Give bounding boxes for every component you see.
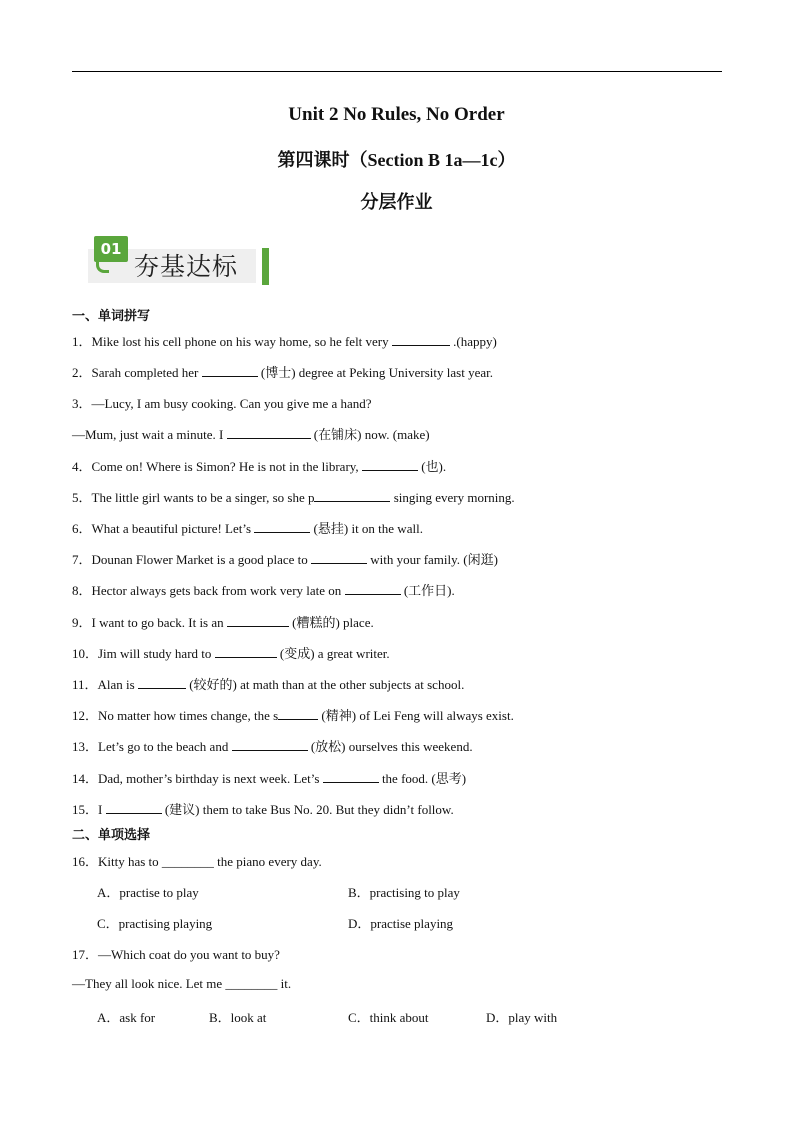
section-badge xyxy=(84,231,274,287)
badge-number: 01 xyxy=(94,236,128,262)
option-17-d[interactable]: D．play with xyxy=(486,1010,558,1025)
question-12: 12．No matter how times change, the s (精神) of Lei Feng will always exist. xyxy=(72,708,514,723)
answer-blank[interactable] xyxy=(323,770,379,783)
answer-blank[interactable] xyxy=(227,614,289,627)
answer-blank[interactable] xyxy=(232,738,308,751)
option-17-b[interactable]: B．look at xyxy=(209,1010,267,1025)
option-16-b[interactable]: B．practising to play xyxy=(348,885,460,900)
question-15: 15．I (建议) them to take Bus No. 20. But they didn’t follow. xyxy=(72,802,454,817)
answer-blank[interactable] xyxy=(202,364,258,377)
question-13: 13．Let’s go to the beach and (放松) ourselves this weekend. xyxy=(72,739,473,754)
question-8: 8．Hector always gets back from work very late on (工作日). xyxy=(72,583,455,598)
question-10: 10．Jim will study hard to (变成) a great writer. xyxy=(72,646,390,661)
question-14: 14．Dad, mother’s birthday is next week. Let’s the food. (思考) xyxy=(72,771,467,786)
answer-blank[interactable] xyxy=(106,801,162,814)
question-6: 6．What a beautiful picture! Let’s (悬挂) it on the wall. xyxy=(72,521,423,536)
answer-blank[interactable] xyxy=(345,582,401,595)
answer-blank[interactable] xyxy=(392,333,450,346)
option-17-a[interactable]: A．ask for xyxy=(97,1010,156,1025)
lesson-subtitle: 第四课时（Section B 1a—1c） xyxy=(277,150,516,170)
section-heading-choice: 二、单项选择 xyxy=(72,828,151,843)
section-heading-spelling: 一、单词拼写 xyxy=(72,309,151,324)
answer-blank[interactable] xyxy=(314,489,390,502)
answer-blank[interactable] xyxy=(311,551,367,564)
question-11: 11．Alan is (较好的) at math than at the other subjects at school. xyxy=(72,677,465,692)
answer-blank[interactable] xyxy=(227,426,311,439)
answer-blank[interactable] xyxy=(278,707,318,720)
question-17: 17．—Which coat do you want to buy? xyxy=(72,947,280,962)
question-3: 3．—Lucy, I am busy cooking. Can you give me a hand? xyxy=(72,396,372,411)
option-17-c[interactable]: C．think about xyxy=(348,1010,429,1025)
question-5: 5．The little girl wants to be a singer, so she p singing every morning. xyxy=(72,490,515,505)
option-16-d[interactable]: D．practise playing xyxy=(348,916,454,931)
question-17-response: —They all look nice. Let me ________ it. xyxy=(72,976,292,991)
option-16-c[interactable]: C．practising playing xyxy=(97,916,213,931)
badge-label: 夯基达标 xyxy=(134,252,239,281)
question-2: 2．Sarah completed her (博士) degree at Peking University last year. xyxy=(72,365,493,380)
question-16: 16．Kitty has to ________ the piano every day. xyxy=(72,854,322,869)
question-9: 9．I want to go back. It is an (糟糕的) place. xyxy=(72,615,374,630)
answer-blank[interactable] xyxy=(254,520,310,533)
option-16-a[interactable]: A．practise to play xyxy=(97,885,199,900)
badge-bar xyxy=(262,248,269,285)
answer-blank[interactable] xyxy=(138,676,186,689)
answer-blank[interactable] xyxy=(215,645,277,658)
question-1: 1．Mike lost his cell phone on his way home, so he felt very .(happy) xyxy=(72,334,497,349)
question-4: 4．Come on! Where is Simon? He is not in the library, (也). xyxy=(72,459,447,474)
question-7: 7．Dounan Flower Market is a good place to with your family. (闲逛) xyxy=(72,552,498,567)
header-rule xyxy=(72,71,722,72)
homework-subtitle: 分层作业 xyxy=(360,192,433,213)
page-title: Unit 2 No Rules, No Order xyxy=(288,104,505,125)
answer-blank[interactable] xyxy=(362,458,418,471)
question-3-response: —Mum, just wait a minute. I (在铺床) now. (make) xyxy=(72,427,430,442)
